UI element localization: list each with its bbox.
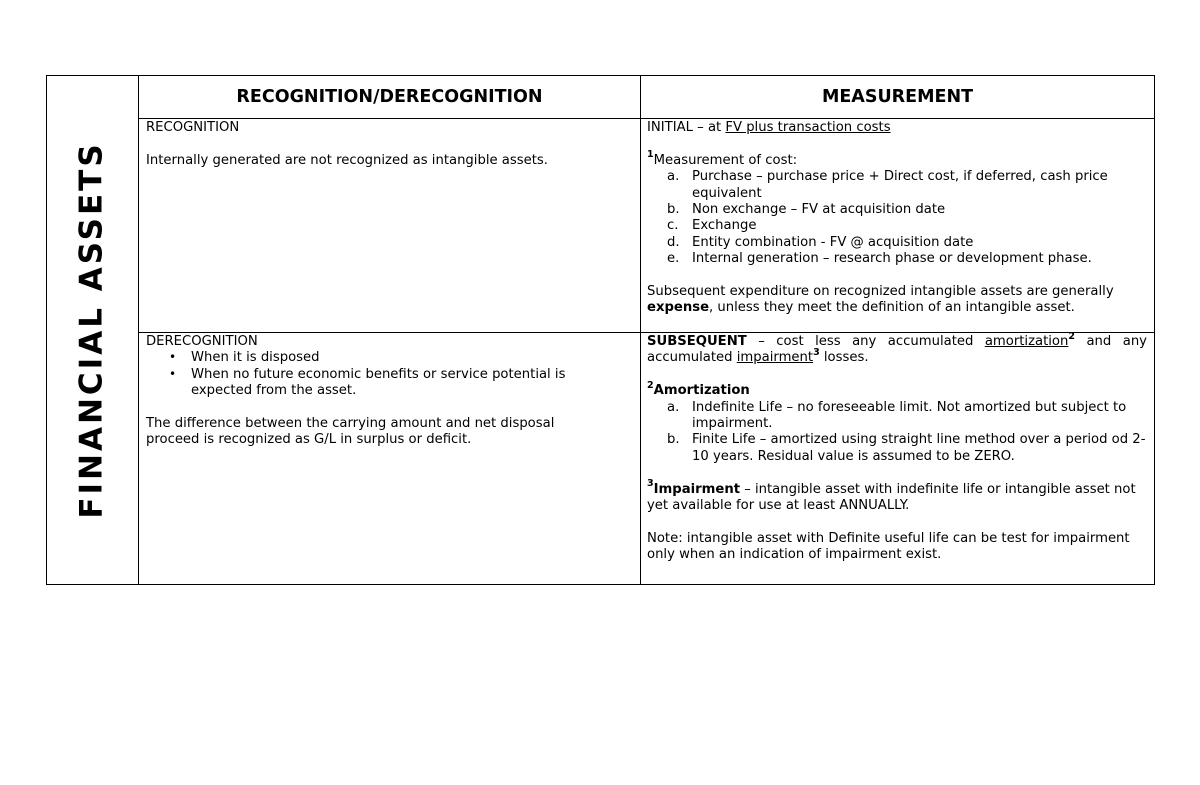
recognition-text: Internally generated are not recognized as intangible assets. xyxy=(146,152,548,168)
initial-line xyxy=(647,120,1147,136)
impairment-heading: Impairment xyxy=(653,481,741,497)
recognition-title: RECOGNITION xyxy=(146,120,240,135)
bullet-glyph: • xyxy=(169,366,177,381)
recognition-cell xyxy=(146,120,634,169)
list-text: Internal generation – research phase or development phase. xyxy=(692,251,1092,267)
subsequent-text-3: losses. xyxy=(819,350,869,366)
impairment-text: – intangible asset with indefinite life or intangible asset not yet available for use at least ANNUALLY. xyxy=(647,481,1136,514)
list-marker: a. xyxy=(667,399,680,415)
list-item xyxy=(647,251,1147,267)
header-recognition-label: RECOGNITION/DERECOGNITION xyxy=(236,87,543,107)
list-text: Finite Life – amortized using straight line method over a period od 2-10 years. Residual value is assumed to be ZERO. xyxy=(692,432,1146,464)
list-text: Exchange xyxy=(692,218,757,234)
list-marker: c. xyxy=(667,218,679,234)
subsequent-text-1: – cost less any accumulated xyxy=(746,334,985,349)
side-label: FINANCIAL ASSETS xyxy=(74,141,111,519)
list-marker: d. xyxy=(667,234,680,250)
list-marker: e. xyxy=(667,251,680,267)
divider-header xyxy=(138,118,1155,119)
derecognition-cell xyxy=(146,334,594,449)
list-text: Purchase – purchase price + Direct cost, if deferred, cash price equivalent xyxy=(692,169,1108,201)
subsequent-expenditure-bold: expense xyxy=(647,300,710,316)
list-item xyxy=(647,218,1147,234)
list-text: Entity combination - FV @ acquisition date xyxy=(692,234,974,250)
header-recognition xyxy=(139,76,640,118)
border-bottom xyxy=(46,584,1155,585)
derecognition-list xyxy=(146,350,594,399)
header-measurement xyxy=(641,76,1154,118)
side-label-cell xyxy=(46,75,138,585)
initial-link: FV plus transaction costs xyxy=(725,120,891,135)
header-measurement-label: MEASUREMENT xyxy=(821,87,974,107)
impairment-sup: 3 xyxy=(813,347,820,359)
border-right xyxy=(1154,75,1155,585)
cost-title: Measurement of cost: xyxy=(653,152,798,168)
cost-list xyxy=(647,169,1147,267)
note-text: Note: intangible asset with Definite useful life can be test for impairment only when an indication of impairment exist. xyxy=(647,530,1130,563)
amortization-heading-text: Amortization xyxy=(653,383,750,399)
impairment-paragraph xyxy=(647,478,1147,515)
list-text: Indefinite Life – no foreseeable limit. Not amortized but subject to impairment. xyxy=(692,399,1127,432)
amortization-sup: 2 xyxy=(1068,330,1075,342)
amortization-list xyxy=(647,400,1147,466)
derecognition-title: DERECOGNITION xyxy=(146,334,258,349)
list-marker: b. xyxy=(667,432,680,448)
impairment-link: impairment xyxy=(736,350,814,366)
list-item xyxy=(647,169,1147,202)
list-item xyxy=(647,432,1147,465)
bullet-glyph: • xyxy=(169,350,177,365)
amortization-heading xyxy=(647,379,1147,399)
list-text: Non exchange – FV at acquisition date xyxy=(692,202,946,218)
amortization-link: amortization xyxy=(984,334,1069,349)
subsequent-expenditure-post: , unless they meet the definition of an intangible asset. xyxy=(709,300,1075,316)
amortization-heading-sup: 2 xyxy=(647,379,654,391)
assets-table xyxy=(46,75,1155,585)
initial-dash: – at xyxy=(692,120,726,135)
subsequent-line xyxy=(647,330,1147,367)
list-text: When it is disposed xyxy=(191,350,320,366)
subsequent-expenditure-text xyxy=(647,284,1147,317)
list-item xyxy=(146,350,594,366)
list-item xyxy=(146,367,594,400)
list-item xyxy=(647,202,1147,218)
subsequent-cell xyxy=(647,330,1147,564)
divider-middle xyxy=(640,75,641,585)
subsequent-text-2: and any accumulated xyxy=(647,334,1147,366)
cost-heading xyxy=(647,149,1147,169)
subsequent-title: SUBSEQUENT xyxy=(647,334,747,349)
list-item xyxy=(647,235,1147,251)
list-text: When no future economic benefits or service potential is expected from the asset. xyxy=(191,366,566,399)
cost-sup: 1 xyxy=(647,149,654,161)
list-item xyxy=(647,400,1147,433)
list-marker: a. xyxy=(667,169,680,185)
list-marker: b. xyxy=(667,202,680,218)
derecognition-text: The difference between the carrying amount and net disposal proceed is recognized as G/L in surplus or deficit. xyxy=(146,416,555,448)
divider-side xyxy=(138,75,139,585)
subsequent-expenditure-pre: Subsequent expenditure on recognized intangible assets are generally xyxy=(647,284,1114,300)
initial-cell xyxy=(647,120,1147,317)
divider-rows xyxy=(138,332,1155,333)
initial-title: INITIAL xyxy=(647,120,693,135)
impairment-heading-sup: 3 xyxy=(647,478,654,490)
